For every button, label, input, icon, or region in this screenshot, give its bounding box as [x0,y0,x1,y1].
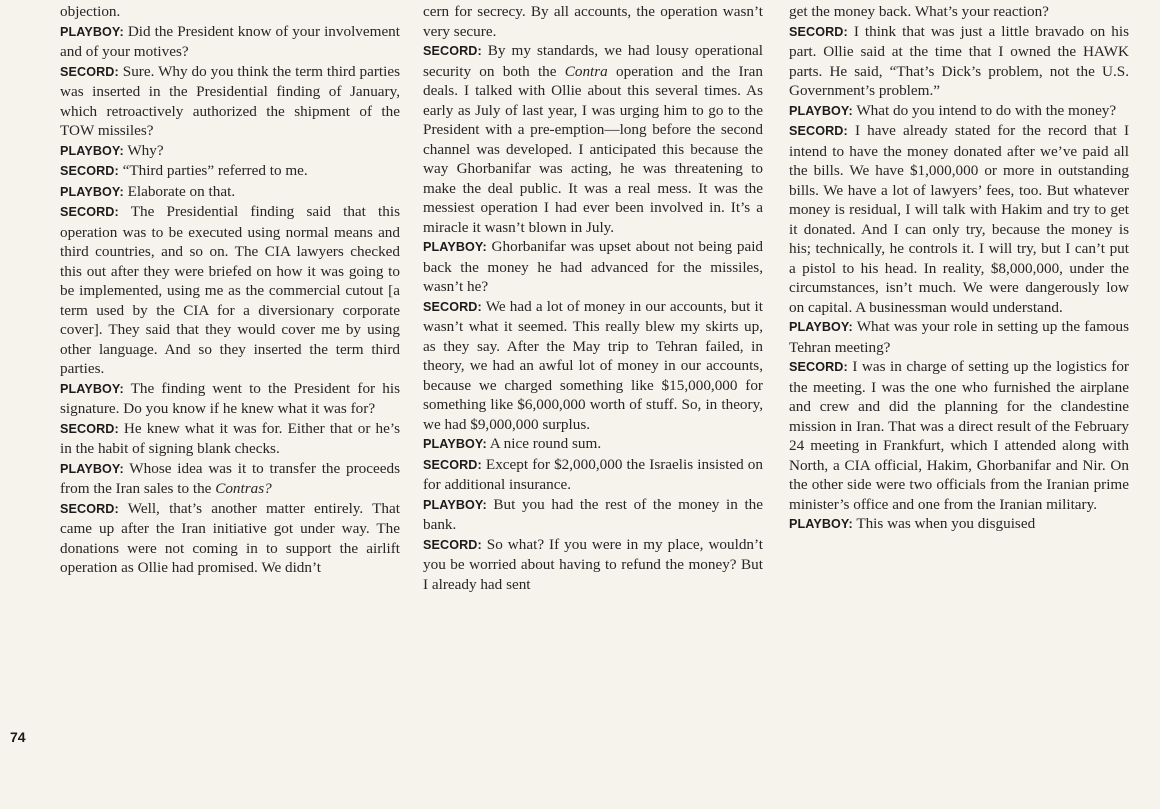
interview-paragraph [789,317,1129,357]
interview-paragraph [423,535,763,595]
paragraph-text: But you had the rest of the money in the bank. [423,495,764,533]
paragraph-text: Except for $2,000,000 the Israelis insisted on for additional insurance. [423,455,763,493]
interview-paragraph [423,455,763,495]
interview-paragraph [60,182,400,203]
interview-paragraph [789,101,1129,122]
speaker-label-playboy: PLAYBOY: [789,517,853,531]
text-column-1 [60,2,400,578]
paragraph-text: What do you intend to do with the money? [856,101,1117,119]
speaker-label-playboy: PLAYBOY: [789,103,853,118]
paragraph-text: get the money back. What’s your reaction? [789,3,1049,20]
interview-paragraph [789,121,1129,317]
speaker-label-playboy: PLAYBOY: [423,497,487,512]
interview-paragraph [789,2,1129,22]
speaker-label-secord: SECORD: [423,537,482,552]
paragraph-text: “Third parties” referred to me. [122,162,308,179]
interview-paragraph [423,237,763,297]
interview-paragraph [789,514,1129,535]
paragraph-text: Whose idea was it to transfer the proceeds from the Iran sales to the Contras? [60,459,400,497]
paragraph-text: This was when you disguised [856,515,1036,532]
paragraph-text: The Presidential finding said that this operation was to be executed using normal means and third countries, and so on. The CIA lawyers checked this out after they were briefed on how it was going to be implemented, using me as the commercial cutout [a term used by the CIA for a diversionary corporate cover]. They said that they would cover me by using other language. And so they inserted the term third parties. [60,203,400,377]
interview-paragraph [60,459,400,499]
interview-paragraph [423,41,763,237]
interview-paragraph [60,419,400,459]
speaker-label-secord: SECORD: [60,164,119,178]
text-column-3 [789,2,1129,535]
interview-paragraph [423,495,763,535]
text-column-2 [423,2,763,594]
paragraph-text: Well, that’s another matter entirely. That came up after the Iran initiative got under way. The donations were not coming in to support the airlift operation as Ollie had promised. We didn’t [60,499,400,576]
interview-paragraph [60,499,400,578]
speaker-label-secord: SECORD: [60,205,119,219]
paragraph-text: What was your role in setting up the famous Tehran meeting? [789,318,1129,356]
speaker-label-secord: SECORD: [789,24,848,39]
speaker-label-secord: SECORD: [60,64,119,79]
paragraph-text: So what? If you were in my place, wouldn’t you be worried about having to refund the money? But I already had sent [423,535,764,593]
speaker-label-secord: SECORD: [423,457,482,472]
paragraph-text: cern for secrecy. By all accounts, the operation wasn’t very secure. [423,3,763,40]
interview-paragraph [60,22,400,62]
paragraph-text: Sure. Why do you think the term third parties was inserted in the Presidential finding of January, which retroactively authorized the shipment of the TOW missiles? [60,62,401,139]
paragraph-text: Did the President know of your involvement and of your motives? [60,22,400,60]
interview-paragraph [423,297,763,435]
interview-paragraph [60,161,400,182]
interview-paragraph [60,62,400,141]
speaker-label-playboy: PLAYBOY: [60,24,124,39]
paragraph-text: Ghorbanifar was upset about not being paid back the money he had advanced for the missiles, wasn’t he? [423,238,764,295]
interview-paragraph [789,357,1129,514]
interview-paragraph [60,379,400,419]
paragraph-text: A nice round sum. [489,435,602,452]
speaker-label-playboy: PLAYBOY: [789,320,853,334]
paragraph-text: The finding went to the President for his signature. Do you know if he knew what it was for? [60,379,400,417]
speaker-label-playboy: PLAYBOY: [423,437,487,451]
interview-paragraph [423,434,763,455]
speaker-label-secord: SECORD: [423,44,482,58]
paragraph-text: I have already stated for the record that I intend to have the money donated after we’ve paid all the bills. We have $1,000,000 or more in outstanding bills. We have a lot of lawyers’ fees, too. But whatever money is residual, I will talk with Hakim and try to get it donated. And I can only try, because the money is his; technically, he controls it. I will try, but I can’t put a pistol to his head. In reality, $8,000,000, under the circumstances, isn’t much. We were dangerously low on capital. A businessman would understand. [789,122,1130,316]
paragraph-text: He knew what it was for. Either that or he’s in the habit of signing blank checks. [60,419,400,457]
speaker-label-secord: SECORD: [423,299,482,314]
interview-paragraph [423,2,763,41]
paragraph-text: objection. [60,3,121,20]
speaker-label-secord: SECORD: [789,360,848,374]
speaker-label-playboy: PLAYBOY: [60,461,124,476]
interview-paragraph [789,22,1129,101]
paragraph-text: I think that was just a little bravado on his part. Ollie said at the time that I owned the HAWK parts. He said, “That’s Dick’s problem, not the U.S. Government’s problem.” [789,22,1130,99]
paragraph-text: By my standards, we had lousy operational security on both the Contra operation and the Iran deals. I talked with Ollie about this several times. As early as July of last year, I was urging him to go to the President with a pre-emption—long before the second channel was developed. I anticipated this because the way Ghorbanifar was acting, he was threatening to make the deal public. It was a real mess. It was the messiest operation I had ever been involved in. It’s a miracle it wasn’t blown in July. [423,42,764,236]
speaker-label-playboy: PLAYBOY: [423,240,487,254]
interview-paragraph [60,2,400,22]
speaker-label-playboy: PLAYBOY: [60,143,124,158]
paragraph-text: I was in charge of setting up the logistics for the meeting. I was the one who furnished the airplane and crew and did the planning for the clandestine mission in Iran. That was a direct result of the February 24 meeting in Frankfurt, which I attended along with North, a CIA official, Hakim, Ghorbanifar and Nir. On the other side were two officials from the Iranian prime minister’s office and one from the Iranian military. [789,358,1129,513]
interview-paragraph [60,141,400,162]
speaker-label-playboy: PLAYBOY: [60,184,124,199]
page-number: 74 [10,729,26,745]
speaker-label-playboy: PLAYBOY: [60,381,124,396]
interview-paragraph [60,202,400,379]
paragraph-text: Elaborate on that. [127,182,236,200]
speaker-label-secord: SECORD: [789,124,848,138]
speaker-label-secord: SECORD: [60,501,119,516]
paragraph-text: Why? [127,141,164,159]
paragraph-text: We had a lot of money in our accounts, but it wasn’t what it seemed. This really blew my skirts up, as they say. After the May trip to Tehran failed, in theory, we had an awful lot of money in our accounts, because we charged something like $15,000,000 for something like $6,000,000 worth of stuff. So, in theory, we had $9,000,000 surplus. [423,297,763,433]
speaker-label-secord: SECORD: [60,421,119,436]
